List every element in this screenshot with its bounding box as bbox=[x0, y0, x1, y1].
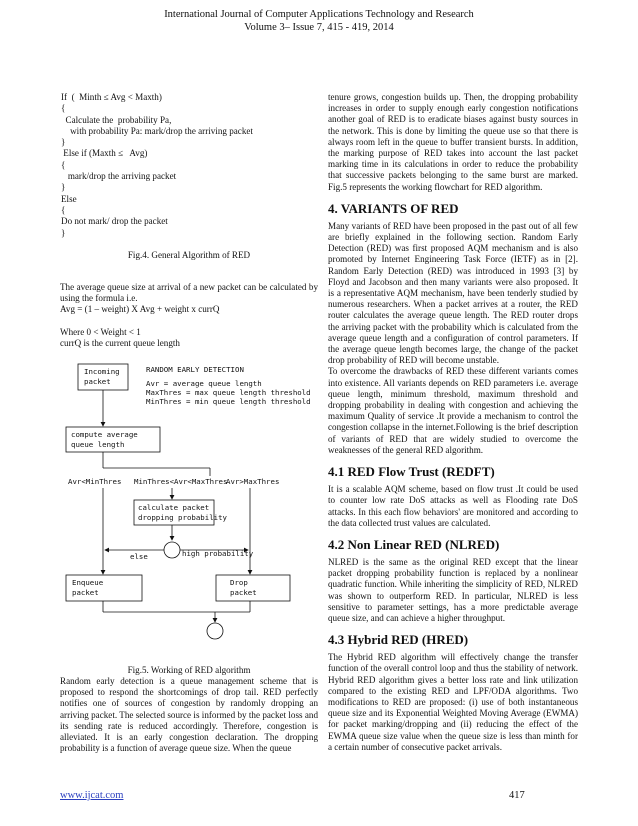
incoming-label: Incoming bbox=[84, 367, 120, 376]
footer-link[interactable]: www.ijcat.com bbox=[60, 790, 124, 801]
formula-intro: The average queue size at arrival of a new packet can be calculated by using the formula i.e. bbox=[60, 282, 318, 304]
fig4-caption: Fig.4. General Algorithm of RED bbox=[127, 250, 251, 260]
section-41-heading: 4.1 RED Flow Trust (REDFT) bbox=[328, 464, 495, 480]
section-43-paragraph: The Hybrid RED algorithm will effectively change the transfer function of the overall control loop and thus the stability of network. Hybrid RED algorithm gives a better loss rate and link utilization compared to the existing RED and LPF/ODA algorithms. Two modifications to RED are proposed: (i) use of both instantaneous queue size and its Exponential Weighted Moving Average (EWMA) for packet marking/dropping and (ii) reducing the effect of the EWMA queue size value when the queue size is less than minth for a certain number of consecutive packet arrivals. bbox=[328, 652, 578, 752]
branch-label-mid: MinThres<Avr<MaxThres bbox=[134, 477, 228, 486]
algorithm-line: } bbox=[61, 227, 66, 238]
algorithm-line: Else if (Maxth ≤ Avg) bbox=[61, 148, 148, 159]
section-42-paragraph: NLRED is the same as the original RED except that the linear packet dropping probability function is replaced by a nonlinear quadratic function. While inheriting the simplicity of RED, NLRED was shown to outperform RED. In particular, NLRED is less sensitive to parameter settings, has a more predictable average queue size, and can achieve a higher throughput. bbox=[328, 556, 578, 623]
algorithm-line: { bbox=[61, 204, 66, 215]
enqueue-label: packet bbox=[72, 588, 99, 597]
algorithm-line: } bbox=[61, 137, 66, 148]
end-node bbox=[207, 623, 223, 639]
journal-volume: Volume 3– Issue 7, 415 - 419, 2014 bbox=[244, 22, 394, 33]
right-column bbox=[328, 92, 578, 753]
drop-label: Drop bbox=[230, 578, 248, 587]
enqueue-label: Enqueue bbox=[72, 578, 104, 587]
drop-label: packet bbox=[230, 588, 257, 597]
high-prob-label: high probability bbox=[182, 549, 254, 558]
algorithm-listing bbox=[61, 92, 319, 239]
section-41-paragraph: It is a scalable AQM scheme, based on flow trust .It could be used to counter low rate DoS attacks as well as Flooding rate DoS attacks. In this each flow behaviors' are monitored and according to the data collected trust values are calculated. bbox=[328, 484, 578, 528]
section-4-heading: 4. VARIANTS OF RED bbox=[328, 200, 459, 216]
algorithm-line: Do not mark/ drop the packet bbox=[61, 216, 168, 227]
section-42-heading: 4.2 Non Linear RED (NLRED) bbox=[328, 536, 500, 552]
red-flowchart bbox=[60, 360, 322, 652]
formula-equation: Avg = (1 – weight) X Avg + weight x currQ bbox=[60, 304, 220, 315]
algorithm-line: Else bbox=[61, 193, 77, 204]
else-label: else bbox=[130, 552, 148, 561]
branch-label-low: Avr<MinThres bbox=[68, 477, 122, 486]
section-43-heading: 4.3 Hybrid RED (HRED) bbox=[328, 632, 469, 648]
formula-block bbox=[60, 282, 318, 349]
section-4-paragraph: Many variants of RED have been proposed in the past out of all few are briefly explained in the following section. Random Early Detection (RED) was first proposed AQM mechanism and is also promoted by Internet Engineering Task Force (IETF) as in [2]. Random Early Detection (RED) was introduced in 1993 [3] by Floyd and Jacobson and then many variants were also proposed. It is a representative AQM mechanism, have been tenderly studied by numerous researchers. When a packet arrives at a router, the RED router calculates the average queue length. The RED router drops the arriving packet with the probability which is calculated from the average queue length and a configuration of control parameters. If the average queue length becomes large, the change of the packet drop probability of RED will become unstable. bbox=[328, 220, 578, 366]
algorithm-line: with probability Pa: mark/drop the arriving packet bbox=[61, 125, 253, 136]
journal-title: International Journal of Computer Applications Technology and Research bbox=[164, 9, 474, 20]
fig5-caption: Fig.5. Working of RED algorithm bbox=[127, 665, 251, 675]
compute-label: compute average bbox=[71, 430, 138, 439]
algorithm-line: mark/drop the arriving packet bbox=[61, 171, 177, 182]
right-paragraph: tenure grows, congestion builds up. Then, the dropping probability increases in order to supply enough early congestion notifications another goal of RED is to eradicate biases against busty sources in the network. This is done by limiting the queue use so that there is always room left in the queue to buffer transient bursts. In addition, the marking purpose of RED takes into account the last packet marking time in its calculations in order to reduce the probability that successive packets belonging to the same burst are marked. Fig.5 represents the working flowchart for RED algorithm. bbox=[328, 92, 578, 192]
calc-label: dropping probability bbox=[138, 513, 227, 522]
page-number: 417 bbox=[509, 790, 525, 801]
algorithm-line: Calculate the probability Pa, bbox=[61, 114, 172, 125]
algorithm-line: { bbox=[61, 103, 66, 114]
incoming-label: packet bbox=[84, 377, 111, 386]
algorithm-line: If ( Minth ≤ Avg < Maxth) bbox=[61, 92, 162, 102]
flowchart-title: RANDOM EARLY DETECTION bbox=[146, 365, 244, 374]
algorithm-line: } bbox=[61, 182, 66, 193]
compute-label: queue length bbox=[71, 440, 125, 449]
legend-item: MinThres = min queue length threshold bbox=[146, 397, 311, 406]
section-4-paragraph: To overcome the drawbacks of RED these different variants comes into existence. All variants depends on RED parameters i.e. average queue length, minimum threshold, maximum threshold and dropping probability in dealing with congestion and achieving the maximum Quality of service .It provide a mechanism to control the congestion collapse in the internet.Following is the brief description of variants of RED that are widely studied to overcome the weaknesses of the general RED algorithm. bbox=[328, 366, 578, 455]
calc-label: calculate packet bbox=[138, 503, 210, 512]
legend-item: MaxThres = max queue length threshold bbox=[146, 388, 311, 397]
formula-currq: currQ is the current queue length bbox=[60, 337, 180, 348]
legend-item: Avr = average queue length bbox=[146, 379, 262, 388]
left-paragraph: Random early detection is a queue management scheme that is proposed to respond the shortcomings of drop tail. RED perfectly notifies one of sources of congestion by randomly dropping an arriving packet. The selected source is informed by the packet loss and its sending rate is reduced accordingly. Therefore, congestion is alleviated. It is an early congestion declaration. The dropping probability is a function of average queue size. When the queue bbox=[60, 676, 318, 754]
formula-where: Where 0 < Weight < 1 bbox=[60, 326, 141, 337]
branch-label-high: Avr>MaxThres bbox=[226, 477, 280, 486]
algorithm-line: { bbox=[61, 159, 66, 170]
decision-node bbox=[164, 542, 180, 558]
